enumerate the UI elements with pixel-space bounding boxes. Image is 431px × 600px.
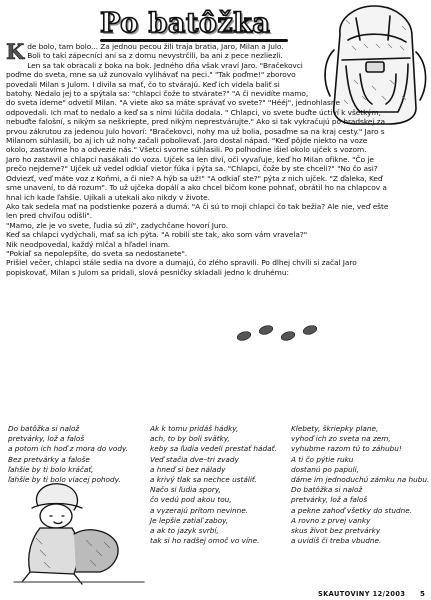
poem-line: Do batôžka si nalož	[291, 485, 363, 495]
poem-line: a potom ich hoď z mora do vody.	[8, 444, 129, 454]
poem-line: a pekne zahoď všetky do studne.	[291, 505, 413, 515]
poem-line: Do batôžka si nalož	[8, 424, 80, 433]
drop-cap: K	[6, 39, 25, 64]
poem-line: ľahšie by ti bolo kráčať,	[8, 464, 94, 474]
story-line: prvou zákrutou za jedenou Julo hovorí: "Bračekovci, nohy ma už bolia, posaďme sa na kraj cesty." Jaro s	[6, 126, 385, 136]
poem-line: Veď stačia dve–tri zvady	[150, 454, 239, 464]
poem-line: A rovno z prvej vanky	[291, 515, 371, 525]
poem-line: a krivý tlak sa nechce ustáliť.	[150, 475, 258, 485]
magazine-footer: SKAUTOVINY 12/2003	[318, 590, 406, 598]
story-line: Boli to takí zápecníci ani sa z domu nevystrčili, ba ani z pece nezliezli.	[27, 51, 283, 61]
poem-line: tak si ho radšej omoč vo víne.	[150, 536, 260, 546]
poem-line: čo vedú pod akou tou,	[150, 495, 232, 505]
poem-line: A ti čo pýtie ruku	[291, 454, 354, 464]
story-line: batohy. Nedalo jej to a spýtala sa: "chlapci čože to stvárate?" "A či nevidíte mamo,	[6, 89, 309, 99]
story-line: prečo nejdeme?" Ujček už vedel odkiaľ vietor fúka i pýta sa. "Chlapci, čože by ste chceli?" "No čo asi?	[6, 164, 378, 174]
poem-line: vyhoď ich zo sveta na zem,	[291, 434, 391, 444]
poem-line: a hneď si bez nálady	[150, 464, 226, 474]
story-text	[6, 39, 426, 277]
story-line: Odviezť, veď máte voz z Koňmi, a či nie? A hýb sa už!" "A odkiaľ ste?" pýta z nich ujček. "Z ďaleka, Keď	[6, 173, 383, 183]
poem-line: a uvidíš či treba vbudne.	[291, 536, 382, 546]
story-line: Milanom súhlasili, bo aj ich už nohy začali pobolievať. Jaro dostal nápad. "Keď pôjde niekto na voze	[6, 136, 368, 146]
story-line: Jaro ho zastavil a chlapci nasákali do voza. Ujček sa len diví, oči vyvaľuje, keď ho Milan ofikne. "Čo je	[6, 154, 374, 164]
poem-line: pretvárky, lož a faloš	[291, 495, 368, 505]
story-line: do sveta ideme" odvetil Milan. "A viete ako sa máte správať vo svete?" "Hééj", jednohlasne	[6, 98, 340, 108]
poem-line: vyhubme razom tú to záhubu!	[291, 444, 402, 454]
story-line: okolo, zastavíme ho a odvezie nás." Všetci svorne súhlasili. Po polhodine išiel okolo ujček s vozom.	[6, 145, 367, 155]
story-line: povedali Milan s Julom. I divila sa mať, čo to stvárajú. Keď ich videla baliť si	[6, 79, 280, 89]
poem-line: a vyzerajú prítom nevinne.	[150, 505, 249, 515]
poem-line: ľahšie by ti bolo viacej pohody.	[8, 475, 121, 485]
story-line: poďme do sveta, mne sa už zunovalo vylihávať na peci." "Tak poďme!" zborovo	[6, 70, 296, 80]
story-line: Nik neodpovedal, každý mlčal a hľadel inam.	[6, 239, 171, 249]
title-block	[100, 8, 290, 42]
story-line: Keď sa chlapci vydýchali, mať sa ich pýta. "A robili ste tak, ako som vám vravela?"	[6, 230, 308, 240]
poem-line: Je lepšie zatiaľ zaboy,	[150, 515, 229, 525]
poem-column-2	[150, 424, 277, 546]
story-line: sme unavení, to dá rozum". To už ujčeka dopálí a ako chcel bičom kone pohnať, obrátil ho na chlapcov a	[6, 183, 387, 193]
story-line: hnal ich kade ľahšie. Ujíkali a utekali ako nikdy v živote.	[6, 192, 210, 202]
poem-line: Ak k tomu pridáš hádky,	[150, 424, 239, 433]
poem-column-3	[291, 424, 429, 546]
poem-line: dáme im jednoduchú zámku na hubu.	[291, 475, 430, 485]
poem-line: skus život bez pretvárky	[291, 526, 381, 536]
story-line: "Pokiaľ sa nepolepšíte, do sveta sa nedostanete".	[6, 248, 188, 258]
poem-line: pretvárky, lož a faloš	[8, 434, 85, 444]
poem-line: Načo si ľudia spory,	[150, 485, 221, 495]
poem-line: keby sa ľudia vedeli prestať hádať.	[150, 444, 277, 454]
poem-line: a ak to jazyk svrbí,	[150, 526, 219, 536]
scout-illustration	[4, 476, 154, 586]
poem-line: dostanú po papuli,	[291, 464, 359, 474]
story-line: odpovedali. Ich mať to nedalo a keď sa s nimi lúčila dodala. " Chlapci, vo svete buďte úctiví k všetkým,	[6, 107, 381, 117]
story-line: popiskovať, Milan s Julom sa pridali, slová pesničky skladali jedno k druhému:	[6, 267, 289, 277]
poem-line: ach, to by boli svätky,	[150, 434, 230, 444]
footprints-illustration	[232, 318, 324, 348]
poem-line: Klebety, škriepky plane,	[291, 424, 379, 433]
story-line: Prišiel večer, chlapci stále sedia na dvore a dumajú, čo zlého spravili. Po dlhej chvíli si začal Jaro	[6, 258, 357, 268]
story-line: de bolo, tam bolo... Za jednou pecou žili traja bratia, Jaro, Milan a Julo.	[27, 42, 284, 51]
page-number: 5	[420, 590, 425, 598]
story-line: Ako tak sedela mať na podstienke pozerá a dumá. "A či sú to moji chlapci čo tak bežia? Ale nie, veď ešte	[6, 201, 389, 211]
page-title: Po batôžka	[100, 8, 271, 39]
story-line: nebuďte falošní, s nikým sa neškriepte, pred nikým neprestvárujte." Ako si tak vykračujú po hradskej za	[6, 117, 385, 127]
story-line: len pred chvíľou odišli".	[6, 211, 93, 221]
poem-line: Bez pretvárky a faloše	[8, 454, 90, 464]
story-line: Len sa tak obracali z boka na bok. Jedného dňa však vraví Jaro. "Bračekovci	[27, 60, 303, 70]
story-line: "Mamo, zle je vo svete, ľudia sú zlí", zadychčane hovorí Juro.	[6, 220, 229, 230]
